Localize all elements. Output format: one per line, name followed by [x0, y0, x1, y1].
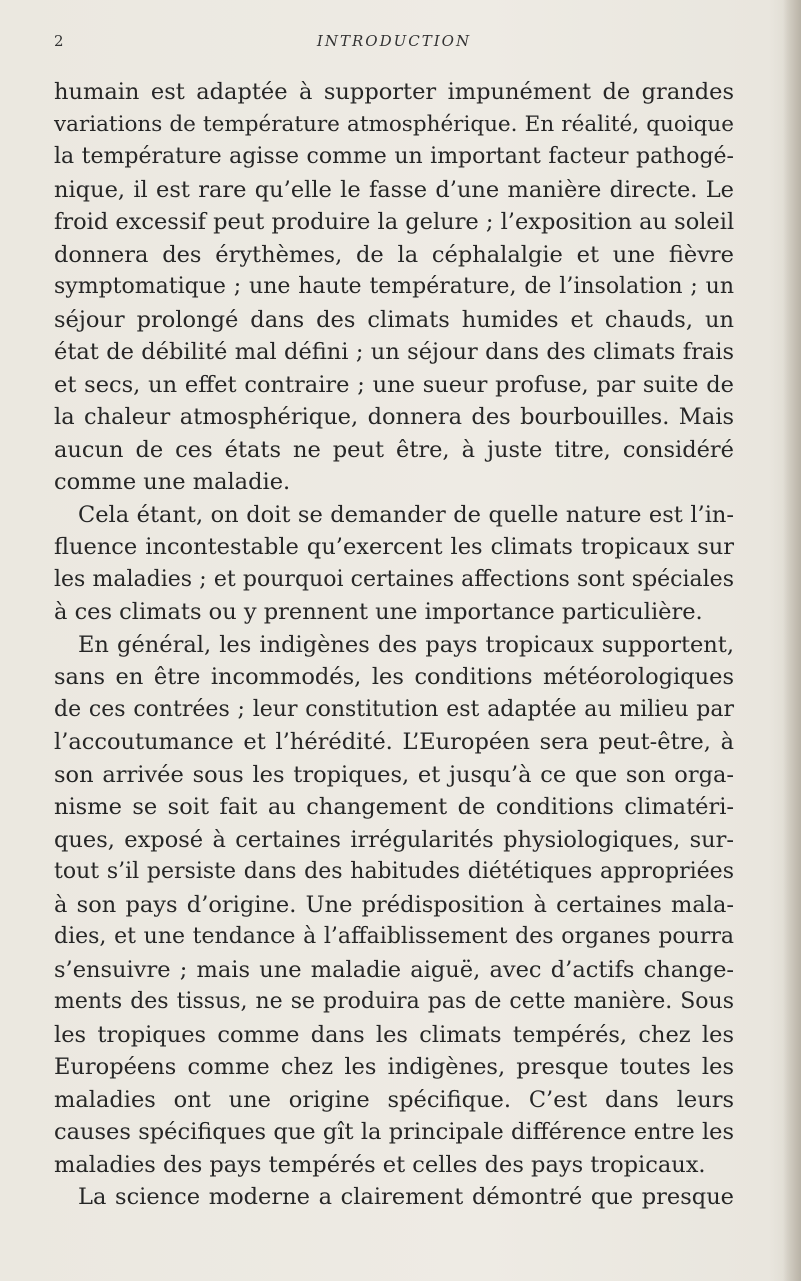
text-line: froid excessif peut produire la gelure ; l’exposition au soleil — [54, 209, 735, 235]
text-line: ques, exposé à certaines irrégularités physiologiques, sur- — [54, 826, 734, 853]
text-line: Européens comme chez les indigènes, presque toutes les — [54, 1054, 734, 1080]
text-line: à son pays d’origine. Une prédisposition à certaines mala- — [54, 891, 734, 918]
page-header — [54, 32, 734, 56]
text-line: la température agisse comme un important facteur pathogé- — [54, 144, 734, 169]
text-line: humain est adaptée à supporter impunément de grandes — [54, 79, 734, 105]
text-line: dies, et une tendance à l’affaiblissement des organes pourra — [54, 924, 734, 949]
text-line: état de débilité mal défini ; un séjour dans des climats frais — [54, 339, 734, 365]
text-line: nisme se soit fait au changement de conditions climatéri- — [54, 794, 734, 820]
text-line: s’ensuivre ; mais une maladie aiguë, avec d’actifs change- — [54, 956, 734, 983]
text-line: comme une maladie. — [54, 469, 291, 495]
text-line: la chaleur atmosphérique, donnera des bourbouilles. Mais — [54, 404, 734, 430]
text-line: à ces climats ou y prennent une importance particulière. — [54, 599, 703, 625]
text-line: En général, les indigènes des pays tropicaux supportent, — [78, 631, 734, 658]
text-line: les maladies ; et pourquoi certaines affections sont spéciales — [54, 566, 734, 592]
text-line: symptomatique ; une haute température, de l’insolation ; un — [54, 274, 734, 299]
text-line: ments des tissus, ne se produira pas de cette manière. Sous — [54, 989, 734, 1014]
text-line: maladies ont une origine spécifique. C’est dans leurs — [54, 1086, 734, 1113]
text-line: séjour prolongé dans des climats humides et chauds, un — [54, 306, 734, 333]
text-line: l’accoutumance et l’hérédité. L’Européen sera peut-être, à — [54, 729, 734, 755]
text-line: son arrivée sous les tropiques, et jusqu’à ce que son orga- — [54, 761, 734, 788]
text-line: Cela étant, on doit se demander de quelle nature est l’in- — [78, 501, 734, 528]
page-number: 2 — [54, 32, 64, 50]
text-line: tout s’il persiste dans des habitudes diététiques appropriées — [54, 859, 734, 884]
text-line: sans en être incommodés, les conditions météorologiques — [54, 664, 734, 690]
text-line: variations de température atmosphérique. En réalité, quoique — [54, 111, 734, 137]
text-line: et secs, un effet contraire ; une sueur profuse, par suite de — [54, 371, 734, 398]
text-line: les tropiques comme dans les climats tempérés, chez les — [54, 1021, 734, 1048]
text-line: La science moderne a clairement démontré que presque — [78, 1184, 734, 1210]
text-line: causes spécifiques que gît la principale différence entre les — [54, 1119, 734, 1145]
body-text — [54, 76, 734, 1214]
text-line: fluence incontestable qu’exercent les climats tropicaux sur — [54, 534, 734, 560]
text-line: de ces contrées ; leur constitution est adaptée au milieu par — [54, 696, 734, 722]
text-line: aucun de ces états ne peut être, à juste titre, considéré — [54, 436, 734, 463]
running-head: INTRODUCTION — [316, 32, 472, 50]
text-line: donnera des érythèmes, de la céphalalgie et une fièvre — [54, 241, 734, 268]
text-line: maladies des pays tempérés et celles des pays tropicaux. — [54, 1151, 706, 1178]
text-line: nique, il est rare qu’elle le fasse d’une manière directe. Le — [54, 176, 734, 203]
page-edge-shadow — [783, 0, 801, 1281]
